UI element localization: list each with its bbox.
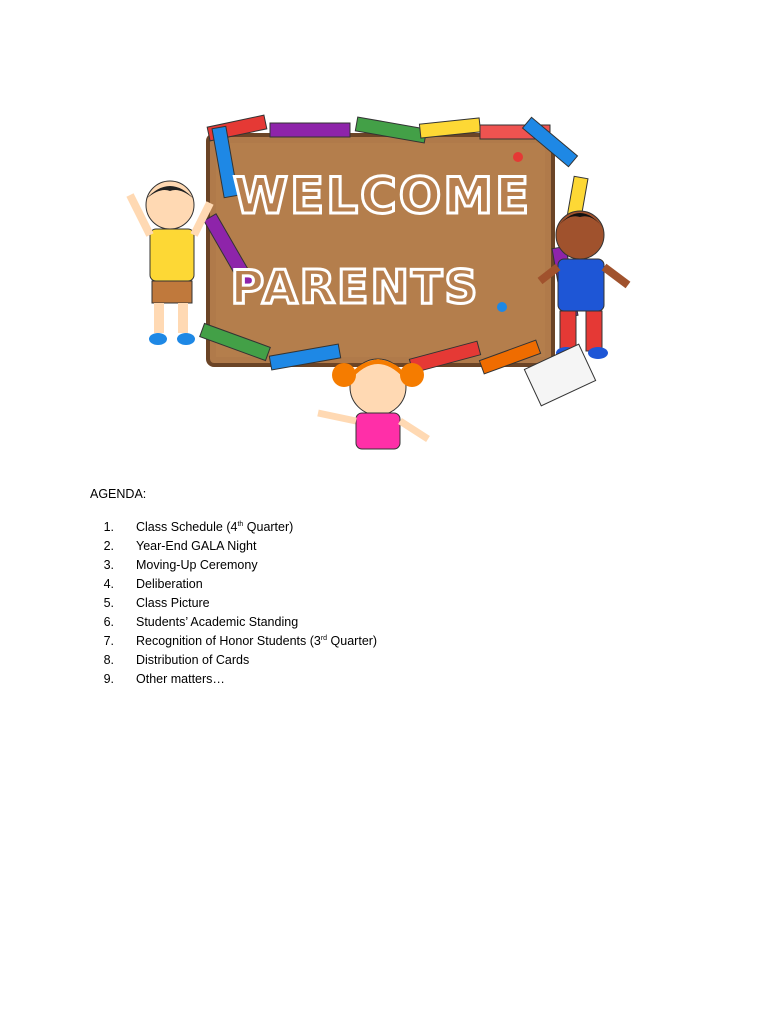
agenda-item-number: 7.: [103, 633, 114, 648]
agenda-item-text-main: Moving-Up Ceremony: [136, 558, 258, 573]
agenda-item: [90, 650, 377, 669]
agenda-item-text: [136, 672, 225, 686]
agenda-item: [90, 669, 377, 688]
agenda-item-text: [136, 558, 258, 572]
agenda-item: [90, 518, 377, 537]
banner-line2: PARENTS: [230, 260, 480, 314]
agenda-item: [90, 594, 377, 613]
blue-pin: [497, 302, 507, 312]
agenda-item-text: [136, 520, 293, 534]
agenda-item-superscript: th: [237, 521, 244, 529]
agenda-item-number: 9.: [103, 671, 114, 686]
agenda-item-text-main: Year-End GALA Night: [136, 539, 257, 554]
bottom-child-illustration: [318, 359, 428, 449]
agenda-list: [90, 518, 377, 688]
agenda-item-text-main: Class Schedule (4: [136, 520, 238, 535]
agenda-item: [90, 556, 377, 575]
agenda-section: [90, 487, 377, 688]
left-child-illustration: [130, 181, 210, 345]
agenda-item-text-main: Recognition of Honor Students (3: [136, 633, 321, 648]
welcome-parents-banner: [120, 95, 650, 455]
agenda-item-number: 4.: [103, 577, 114, 592]
agenda-item-text: [136, 596, 210, 610]
agenda-item-text-tail: Quarter): [243, 520, 294, 535]
agenda-item: [90, 612, 377, 631]
agenda-item-text: [136, 539, 256, 553]
agenda-item-text: [136, 653, 249, 667]
agenda-item: [90, 575, 377, 594]
agenda-item-text-main: Other matters…: [136, 671, 225, 686]
agenda-item-number: 1.: [103, 520, 114, 535]
agenda-item-text: [136, 577, 203, 591]
agenda-item-text-tail: Quarter): [327, 633, 378, 648]
agenda-item: [90, 537, 377, 556]
agenda-item-number: 3.: [103, 558, 114, 573]
agenda-item-text: [136, 634, 377, 648]
agenda-item: [90, 631, 377, 650]
agenda-item-superscript: rd: [320, 634, 328, 642]
banner-line1: WELCOME: [232, 167, 532, 225]
agenda-item-number: 6.: [103, 614, 114, 629]
agenda-item-number: 2.: [103, 539, 114, 554]
agenda-item-text-main: Distribution of Cards: [136, 652, 250, 667]
agenda-item-text-main: Class Picture: [136, 596, 210, 610]
red-pin: [513, 152, 523, 162]
agenda-item-text: [136, 615, 298, 629]
agenda-item-text-main: Students’ Academic Standing: [136, 614, 299, 629]
agenda-item-text-main: Deliberation: [136, 577, 203, 592]
agenda-item-number: 5.: [103, 596, 114, 610]
agenda-item-number: 8.: [103, 652, 114, 667]
agenda-title: AGENDA:: [90, 487, 147, 501]
